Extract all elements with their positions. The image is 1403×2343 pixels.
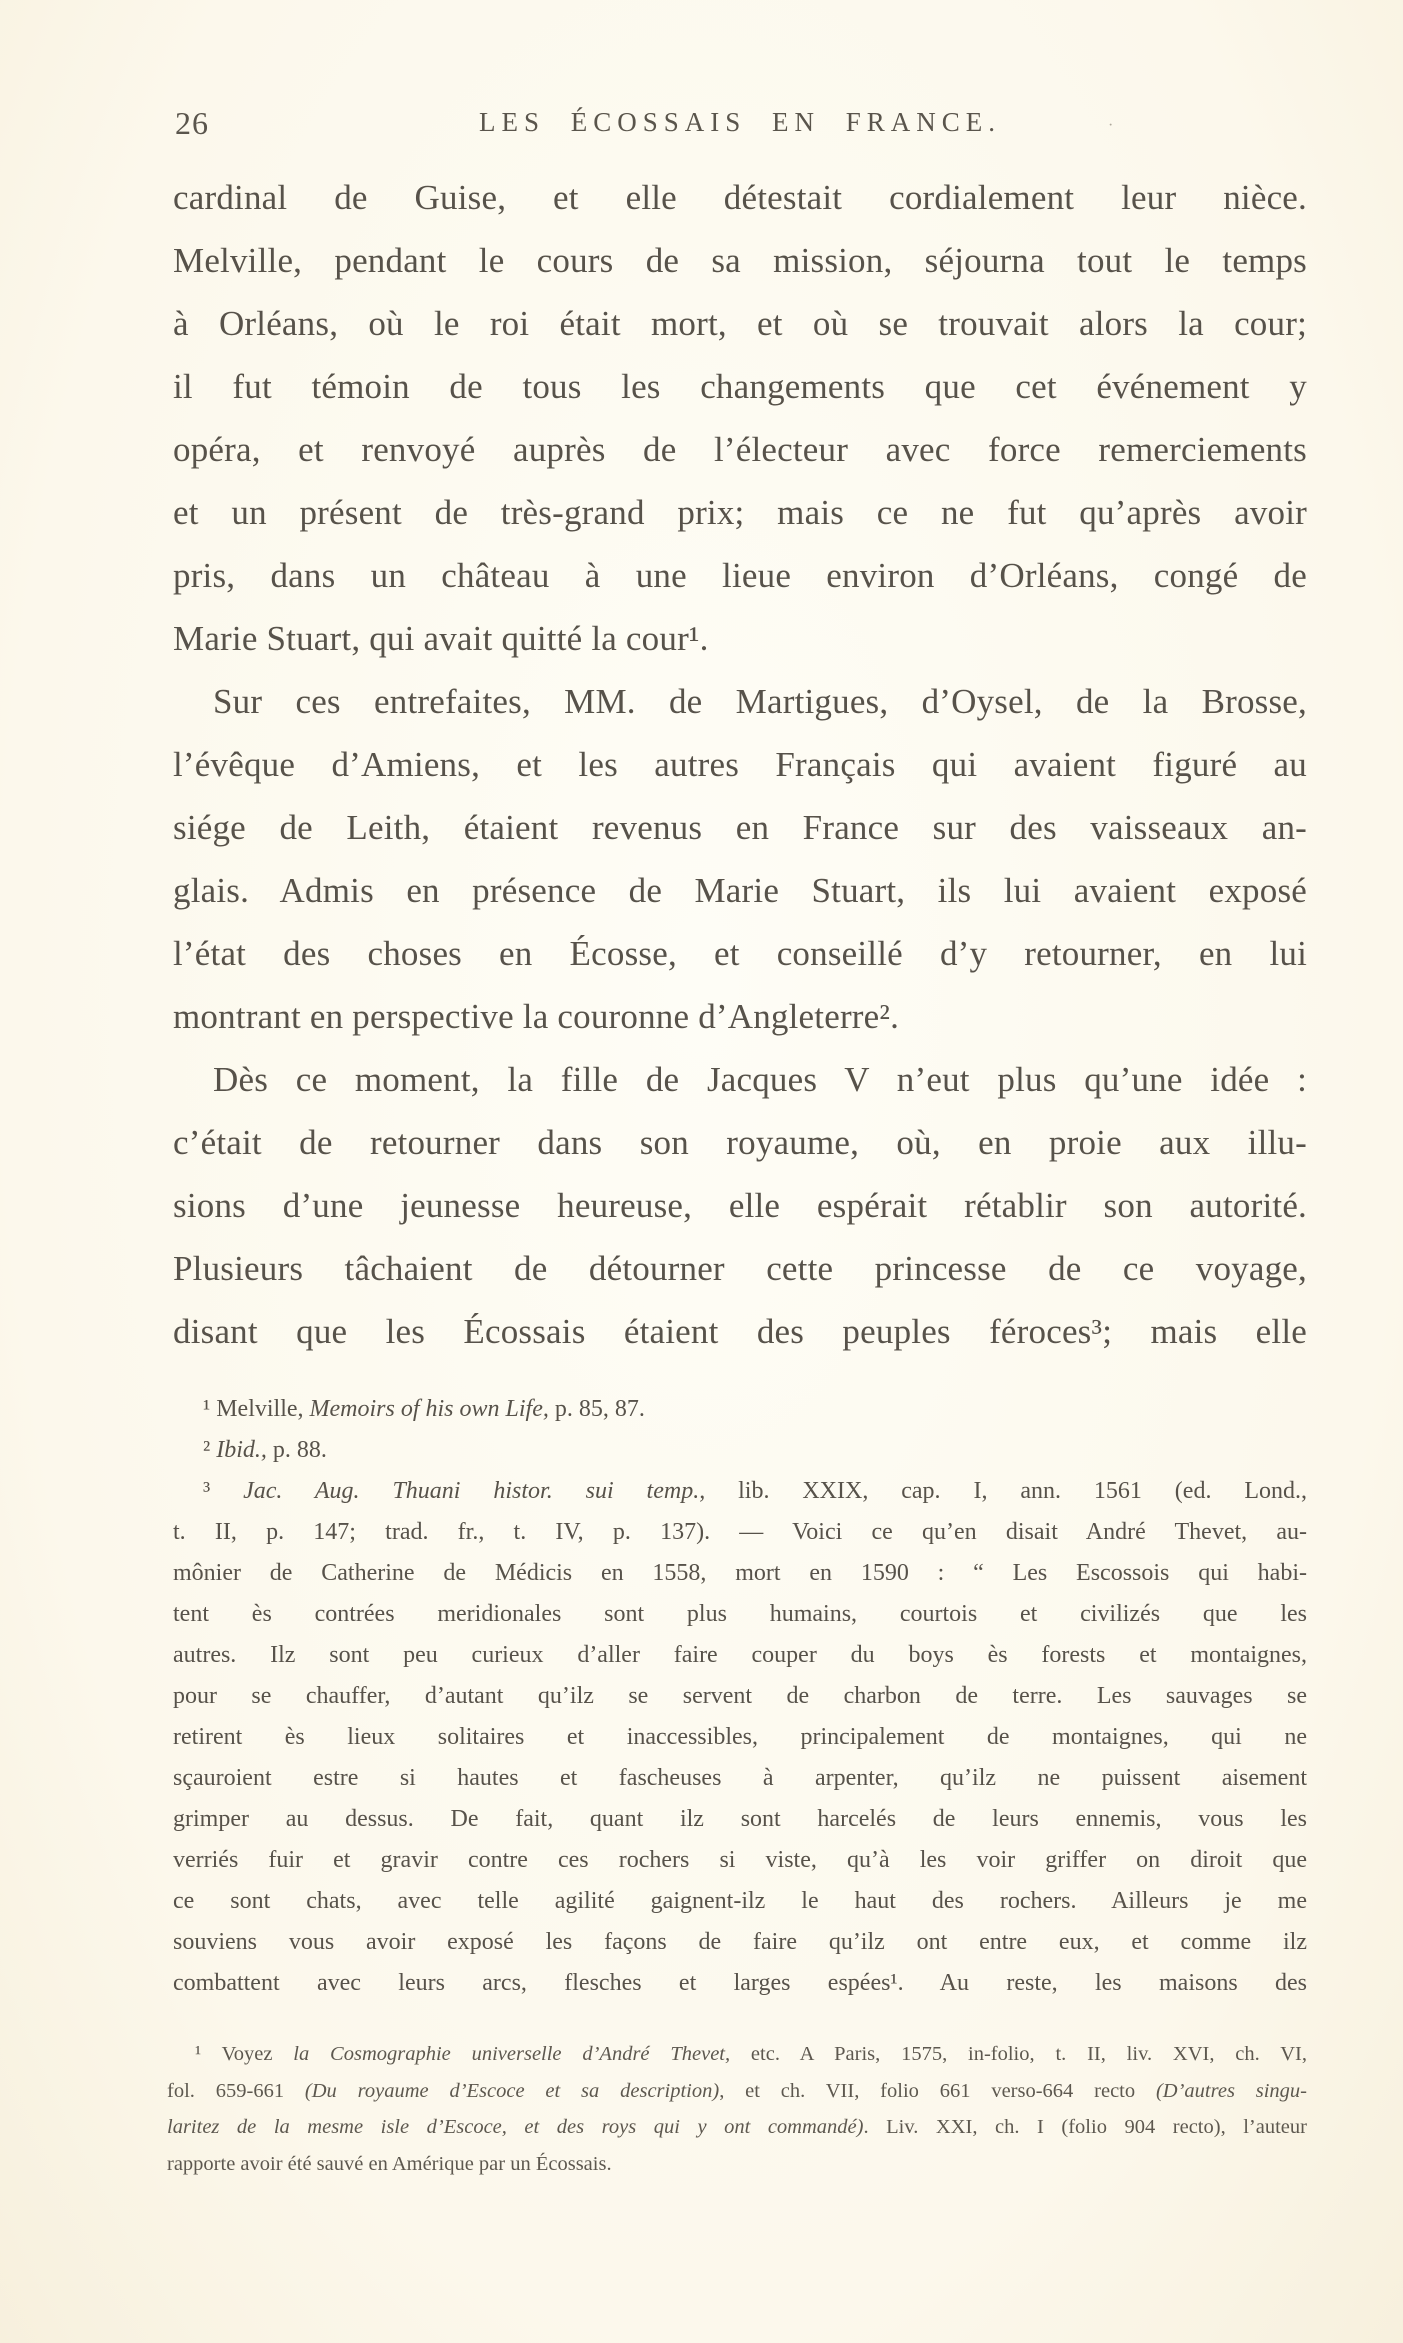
- text-line: disant que les Écossais étaient des peuples féroces³; mais elle: [173, 1312, 1307, 1351]
- text-line: autres. Ilz sont peu curieux d’aller faire couper du boys ès forests et montaignes,: [173, 1642, 1307, 1668]
- running-title: LES ÉCOSSAIS EN FRANCE.: [478, 107, 1002, 137]
- running-head: [173, 103, 1307, 143]
- text-line: tent ès contrées meridionales sont plus humains, courtois et civilizés que les: [173, 1601, 1307, 1627]
- text-line: combattent avec leurs arcs, flesches et larges espées¹. Au reste, les maisons des: [173, 1970, 1307, 1996]
- text-line: Melville, pendant le cours de sa mission, séjourna tout le temps: [173, 241, 1307, 280]
- text-line: siége de Leith, étaient revenus en France sur des vaisseaux an-: [173, 808, 1307, 847]
- text-line: ³ Jac. Aug. Thuani histor. sui temp., lib. XXIX, cap. I, ann. 1561 (ed. Lond.,: [203, 1478, 1308, 1504]
- text-line: pour se chauffer, d’autant qu’ilz se servent de charbon de terre. Les sauvages se: [173, 1683, 1307, 1709]
- text-line: sions d’une jeunesse heureuse, elle espérait rétablir son autorité.: [173, 1186, 1307, 1225]
- body-text: [173, 166, 1307, 1363]
- text-line: glais. Admis en présence de Marie Stuart, ils lui avaient exposé: [173, 871, 1307, 910]
- text-line: c’était de retourner dans son royaume, où, en proie aux illu-: [173, 1123, 1307, 1162]
- text-line: il fut témoin de tous les changements que cet événement y: [173, 367, 1307, 406]
- text-line: mônier de Catherine de Médicis en 1558, mort en 1590 : “ Les Escossois qui habi-: [173, 1560, 1307, 1586]
- text-line: ² Ibid., p. 88.: [203, 1437, 327, 1463]
- text-line: à Orléans, où le roi était mort, et où se trouvait alors la cour;: [173, 304, 1307, 343]
- text-line: opéra, et renvoyé auprès de l’électeur avec force remerciements: [173, 430, 1307, 469]
- print-speck: ·: [1108, 117, 1114, 134]
- text-line: Plusieurs tâchaient de détourner cette princesse de ce voyage,: [173, 1249, 1307, 1288]
- text-line: t. II, p. 147; trad. fr., t. IV, p. 137). — Voici ce qu’en disait André Thevet, au-: [173, 1519, 1307, 1545]
- text-line: montrant en perspective la couronne d’Angleterre².: [173, 997, 900, 1036]
- text-line: sçauroient estre si hautes et fascheuses à arpenter, qu’ilz ne puissent aisement: [173, 1765, 1307, 1791]
- page-number: 26: [175, 105, 209, 141]
- footnotes: [173, 1389, 1307, 2004]
- text-line: laritez de la mesme isle d’Escoce, et des roys qui y ont commandé). Liv. XXI, ch. I (folio 904 recto), l’auteur: [167, 2116, 1307, 2138]
- text-line: ¹ Voyez la Cosmographie universelle d’André Thevet, etc. A Paris, 1575, in-folio, t. II, liv. XVI, ch. VI,: [195, 2043, 1307, 2065]
- text-line: pris, dans un château à une lieue environ d’Orléans, congé de: [173, 556, 1307, 595]
- text-line: Marie Stuart, qui avait quitté la cour¹.: [173, 619, 709, 658]
- text-line: fol. 659-661 (Du royaume d’Escoce et sa description), et ch. VII, folio 661 verso-664 recto (D’autres singu-: [167, 2079, 1308, 2102]
- text-line: l’état des choses en Écosse, et conseillé d’y retourner, en lui: [173, 934, 1307, 973]
- text-line: rapporte avoir été sauvé en Amérique par un Écossais.: [167, 2152, 612, 2175]
- text-line: l’évêque d’Amiens, et les autres Français qui avaient figuré au: [173, 745, 1307, 784]
- text-line: retirent ès lieux solitaires et inaccessibles, principalement de montaignes, qui ne: [173, 1724, 1307, 1750]
- text-line: Dès ce moment, la fille de Jacques V n’eut plus qu’une idée :: [213, 1060, 1307, 1099]
- text-line: ce sont chats, avec telle agilité gaignent-ilz le haut des rochers. Ailleurs je me: [173, 1888, 1307, 1914]
- text-line: Sur ces entrefaites, MM. de Martigues, d’Oysel, de la Brosse,: [213, 682, 1307, 721]
- text-line: verriés fuir et gravir contre ces rochers si viste, qu’à les voir griffer on diroit que: [173, 1847, 1307, 1873]
- text-line: ¹ Melville, Memoirs of his own Life, p. 85, 87.: [203, 1396, 645, 1422]
- text-line: grimper au dessus. De fait, quant ilz sont harcelés de leurs ennemis, vous les: [173, 1806, 1307, 1832]
- text-line: et un présent de très-grand prix; mais ce ne fut qu’après avoir: [173, 493, 1307, 532]
- small-footnote: [167, 2036, 1307, 2182]
- text-line: souviens vous avoir exposé les façons de faire qu’ilz ont entre eux, et comme ilz: [173, 1929, 1307, 1955]
- text-line: cardinal de Guise, et elle détestait cordialement leur nièce.: [173, 178, 1307, 217]
